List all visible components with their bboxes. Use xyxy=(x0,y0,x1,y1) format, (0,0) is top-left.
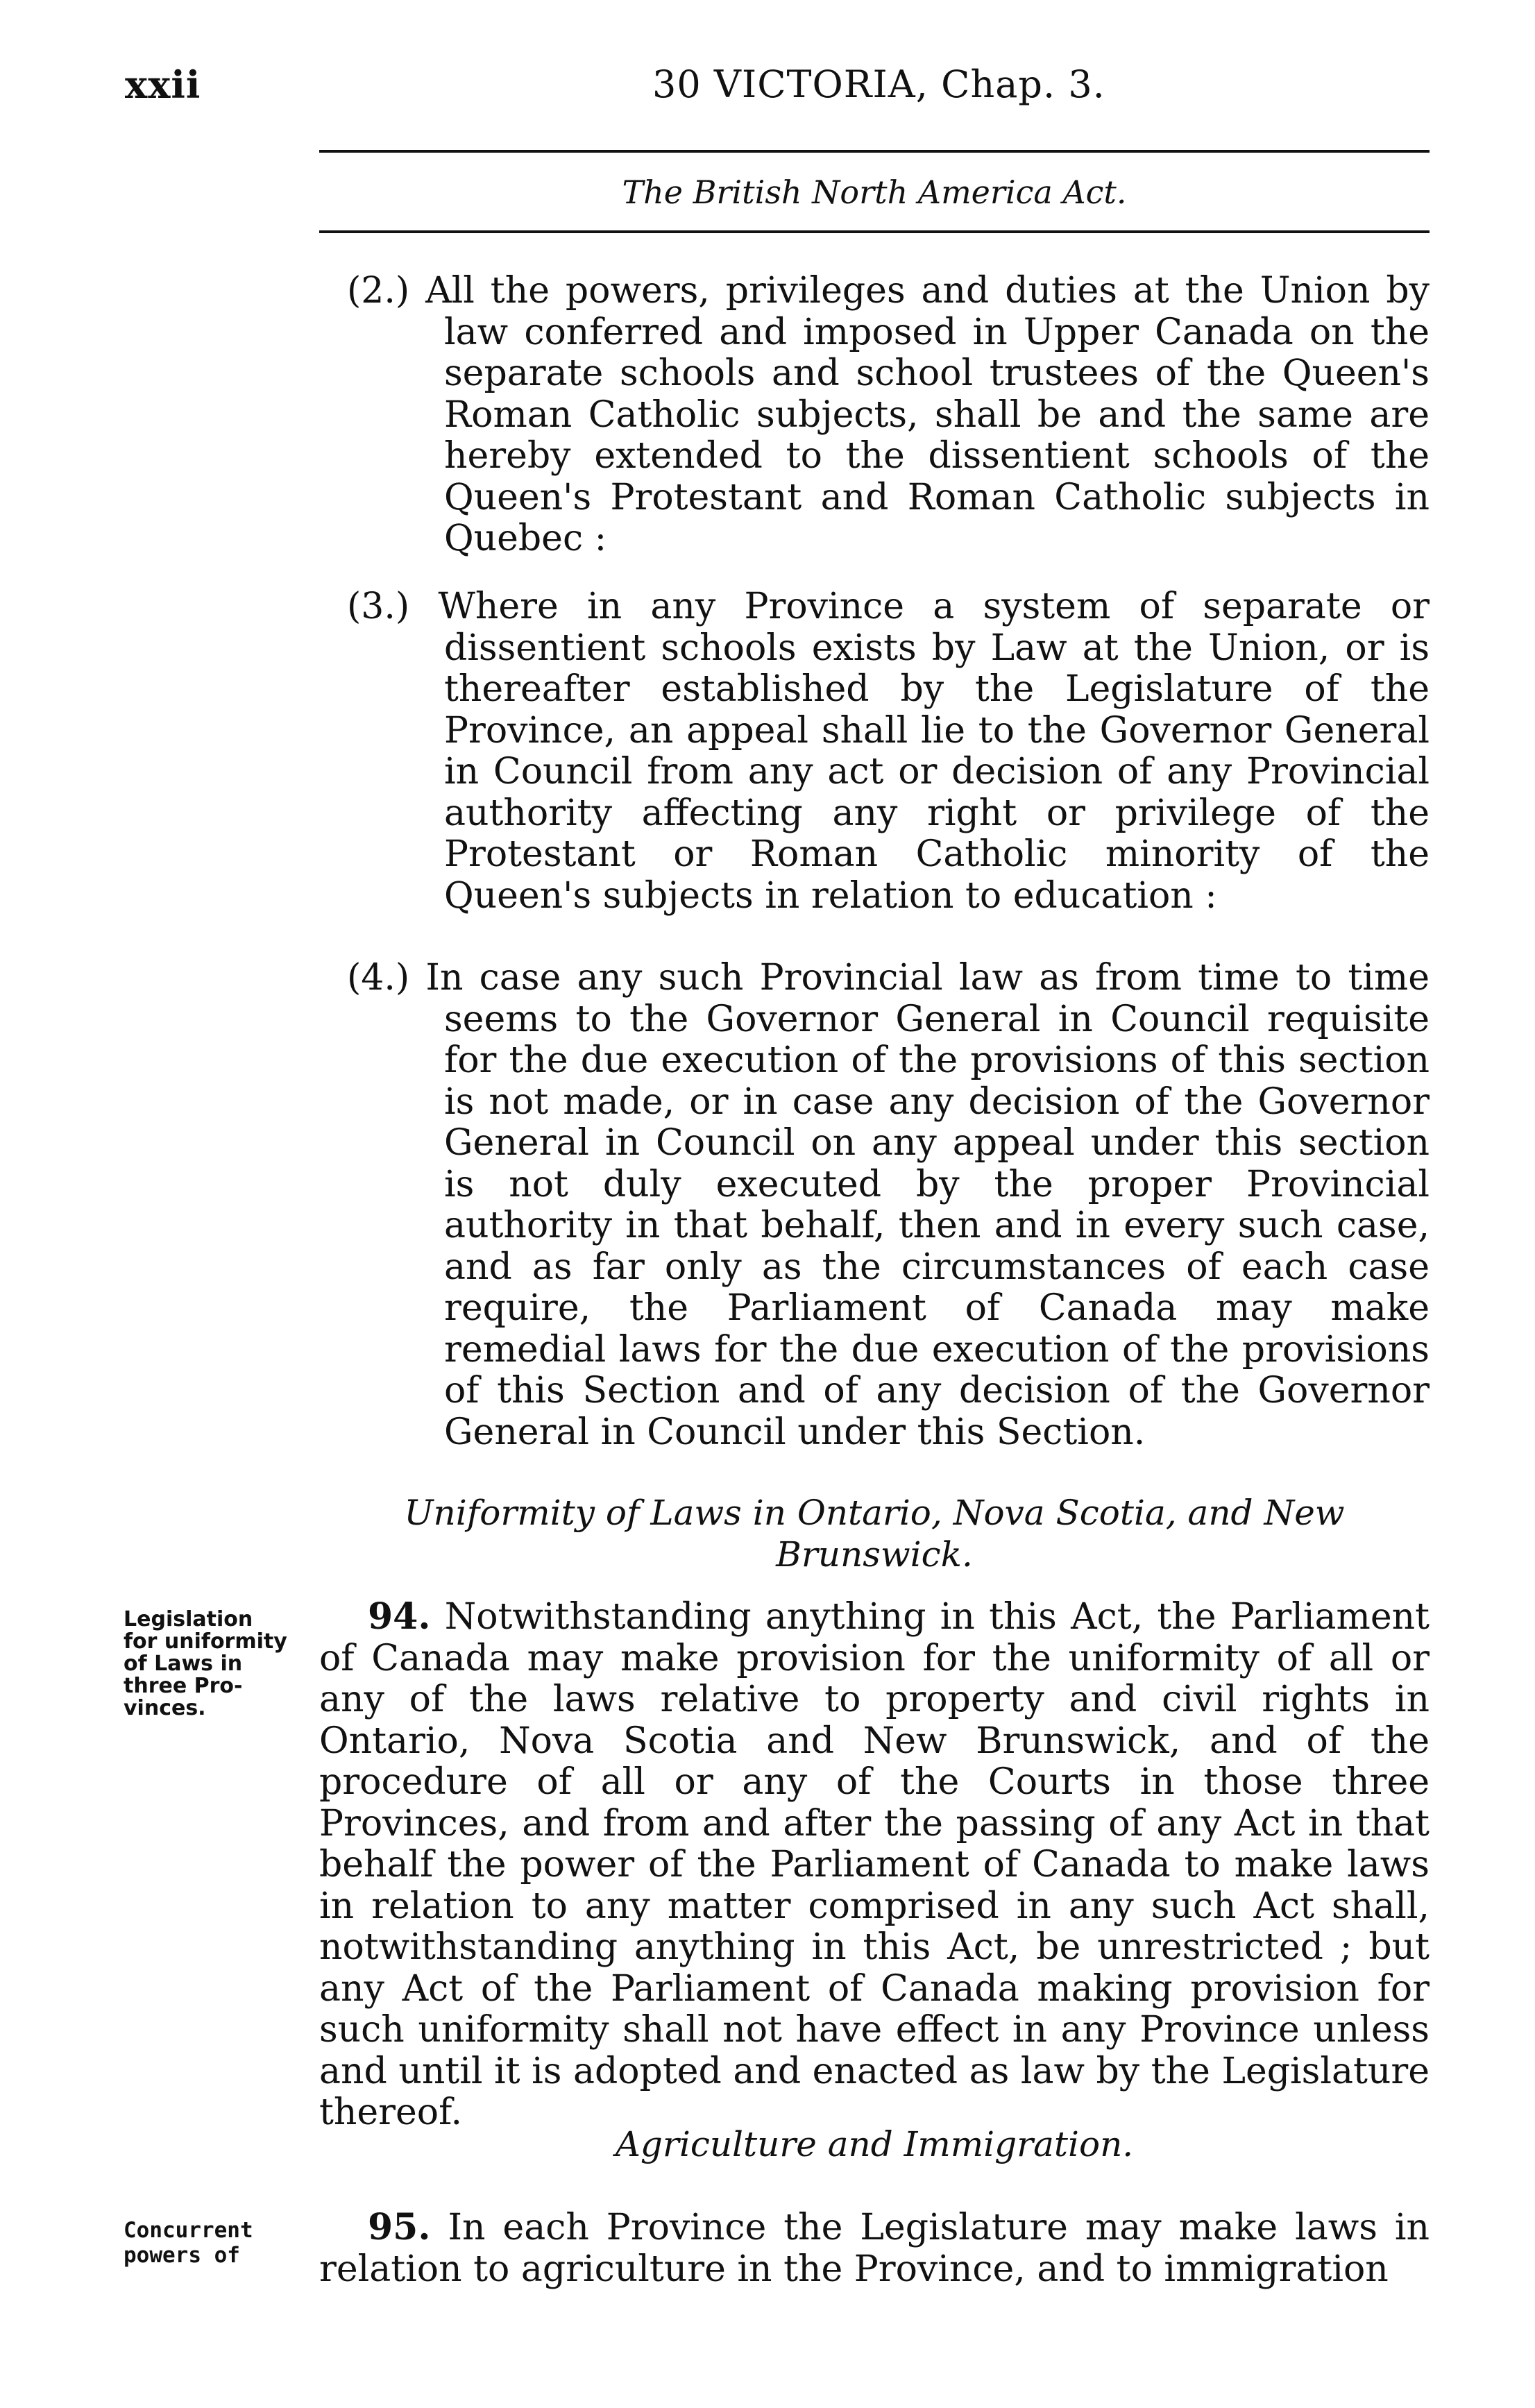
subsection-label: (4.) xyxy=(347,957,410,999)
running-title: 30 VICTORIA, Chap. 3. xyxy=(652,62,1105,106)
header-rule-bottom xyxy=(319,230,1430,233)
section-number: 94. xyxy=(368,1595,431,1638)
subsection-text: All the powers, privileges and duties at the Union by law conferred and imposed in Upper Canada on the separate schools and school trustees of the Queen's Roman Catholic subjects, shall be and the same are hereby extended to the dissentient schools of the Queen's Protestant and Roman Catholic subjects in Quebec : xyxy=(425,270,1430,559)
page-number: xxii xyxy=(125,62,201,107)
section-text: Notwithstanding anything in this Act, the Parliament of Canada may make provision for the uniformity of all or any of the laws relative to property and civil rights in Ontario, Nova Scotia and New Brunswick, and of the procedure of all or any of the Courts in those three Provinces, and from and after the passing of any Act in that behalf the power of the Parliament of Canada to make laws in relation to any matter comprised in any such Act shall, notwithstanding anything in this Act, be unrestricted ; but any Act of the Parliament of Canada making provision for such uniformity shall not have effect in any Province unless and until it is adopted and enacted as law by the Legislature thereof. xyxy=(319,1596,1430,2133)
act-title: The British North America Act. xyxy=(622,173,1127,211)
header-rule-top xyxy=(319,150,1430,153)
section-text: In each Province the Legislature may make laws in relation to agriculture in the Province, and to immigration xyxy=(319,2207,1430,2290)
subsection-label: (3.) xyxy=(347,586,410,627)
subsection-2 xyxy=(347,270,1430,560)
section-number: 95. xyxy=(368,2206,431,2248)
marginal-note-95: Concurrent powers of xyxy=(124,2218,253,2268)
marginal-note-94: Legislation for uniformity of Laws in three Pro- vinces. xyxy=(124,1607,287,1720)
subsection-label: (2.) xyxy=(347,270,410,312)
section-95 xyxy=(319,2207,1430,2290)
section-94 xyxy=(319,1596,1430,2134)
subsection-text: Where in any Province a system of separate or dissentient schools exists by Law at the Union, or is thereafter established by the Legislature of the Province, an appeal shall lie to the Governor General in Council from any act or decision of any Provincial authority affecting any right or privilege of the Protestant or Roman Catholic minority of the Queen's subjects in relation to education : xyxy=(438,586,1430,917)
subsection-text: In case any such Provincial law as from time to time seems to the Governor General in Council requisite for the due execution of the provisions of this section is not made, or in case any decision of the Governor General in Council on any appeal under this section is not duly executed by the proper Provincial authority in that behalf, then and in every such case, and as far only as the circumstances of each case require, the Parliament of Canada may make remedial laws for the due execution of the provisions of this Section and of any decision of the Governor General in Council under this Section. xyxy=(425,957,1430,1453)
subsection-3 xyxy=(347,586,1430,917)
heading-agriculture: Agriculture and Immigration. xyxy=(615,2124,1134,2164)
heading-uniformity: Uniformity of Laws in Ontario, Nova Scotia, and New Brunswick. xyxy=(404,1493,1345,1575)
subsection-4 xyxy=(347,957,1430,1453)
